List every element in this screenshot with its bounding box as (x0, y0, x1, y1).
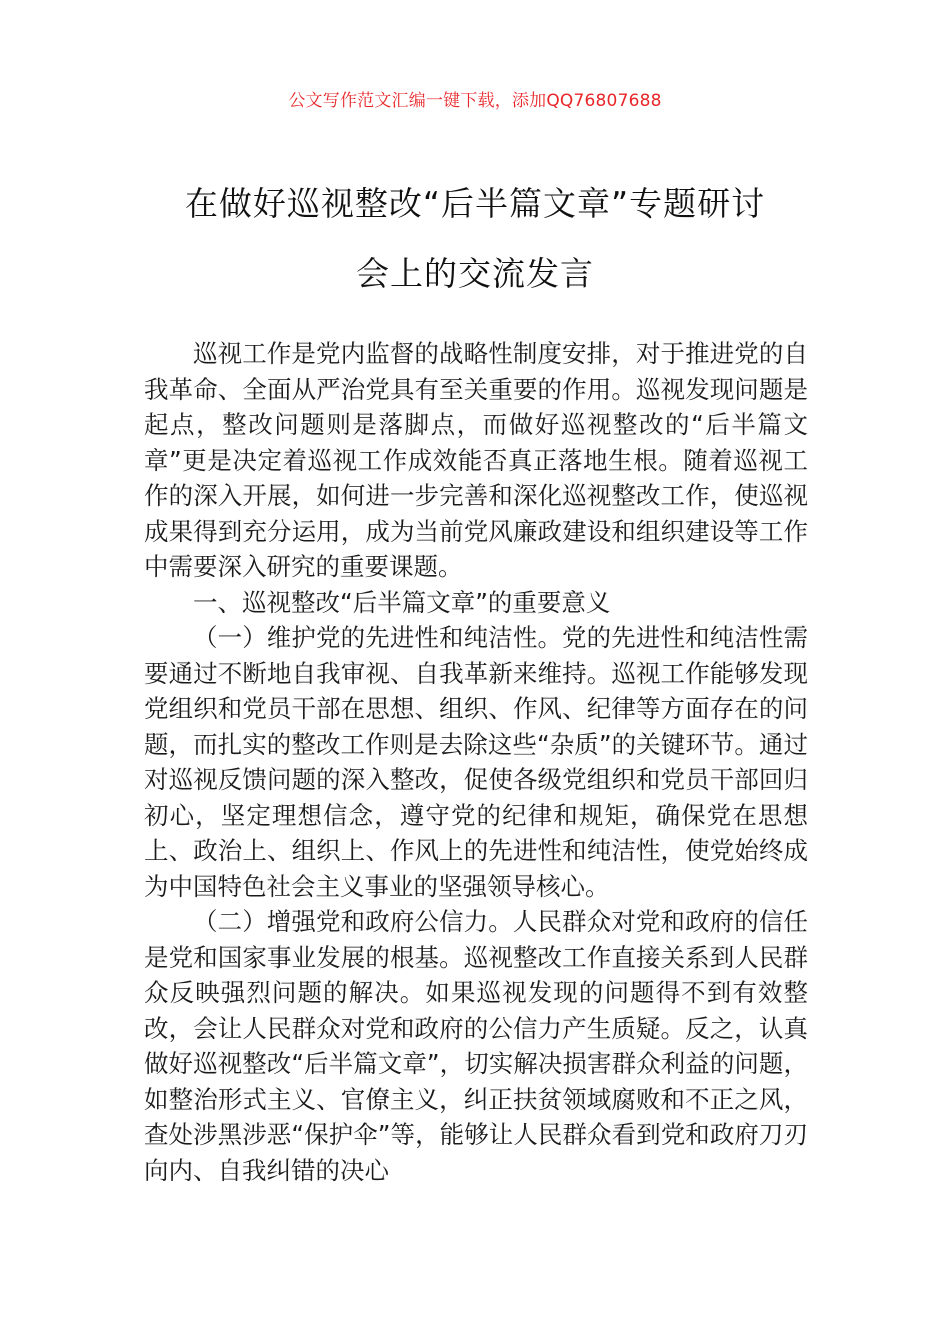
document-title-line-2: 会上的交流发言 (356, 254, 594, 293)
document-body (144, 336, 808, 1188)
paragraph-point-2: （二）增强党和政府公信力。人民群众对党和政府的信任是党和国家事业发展的根基。巡视整改工作直接关系到人民群众反映强烈问题的解决。如果巡视发现的问题得不到有效整改，会让人民群众对党和政府的公信力产生质疑。反之，认真做好巡视整改“后半篇文章”，切实解决损害群众利益的问题，如整治形式主义、官僚主义，纠正扶贫领域腐败和不正之风，查处涉黑涉恶“保护伞”等，能够让人民群众看到党和政府刀刃向内、自我纠错的决心 (144, 907, 808, 1185)
paragraph-intro: 巡视工作是党内监督的战略性制度安排，对于推进党的自我革命、全面从严治党具有至关重要的作用。巡视发现问题是起点，整改问题则是落脚点，而做好巡视整改的“后半篇文章”更是决定着巡视工作成效能否真正落地生根。随着巡视工作的深入开展，如何进一步完善和深化巡视整改工作，使巡视成果得到充分运用，成为当前党风廉政建设和组织建设等工作中需要深入研究的重要课题。 (144, 339, 808, 581)
paragraph-point-1: （一）维护党的先进性和纯洁性。党的先进性和纯洁性需要通过不断地自我审视、自我革新来维持。巡视工作能够发现党组织和党员干部在思想、组织、作风、纪律等方面存在的问题，而扎实的整改工作则是去除这些“杂质”的关键环节。通过对巡视反馈问题的深入整改，促使各级党组织和党员干部回归初心，坚定理想信念，遵守党的纪律和规矩，确保党在思想上、政治上、组织上、作风上的先进性和纯洁性，使党始终成为中国特色社会主义事业的坚强领导核心。 (144, 623, 808, 901)
document-title-line-1: 在做好巡视整改“后半篇文章”专题研讨 (184, 184, 766, 223)
promo-header: 公文写作范文汇编一键下载，添加QQ76807688 (288, 91, 662, 111)
section-heading: 一、巡视整改“后半篇文章”的重要意义 (193, 587, 611, 617)
